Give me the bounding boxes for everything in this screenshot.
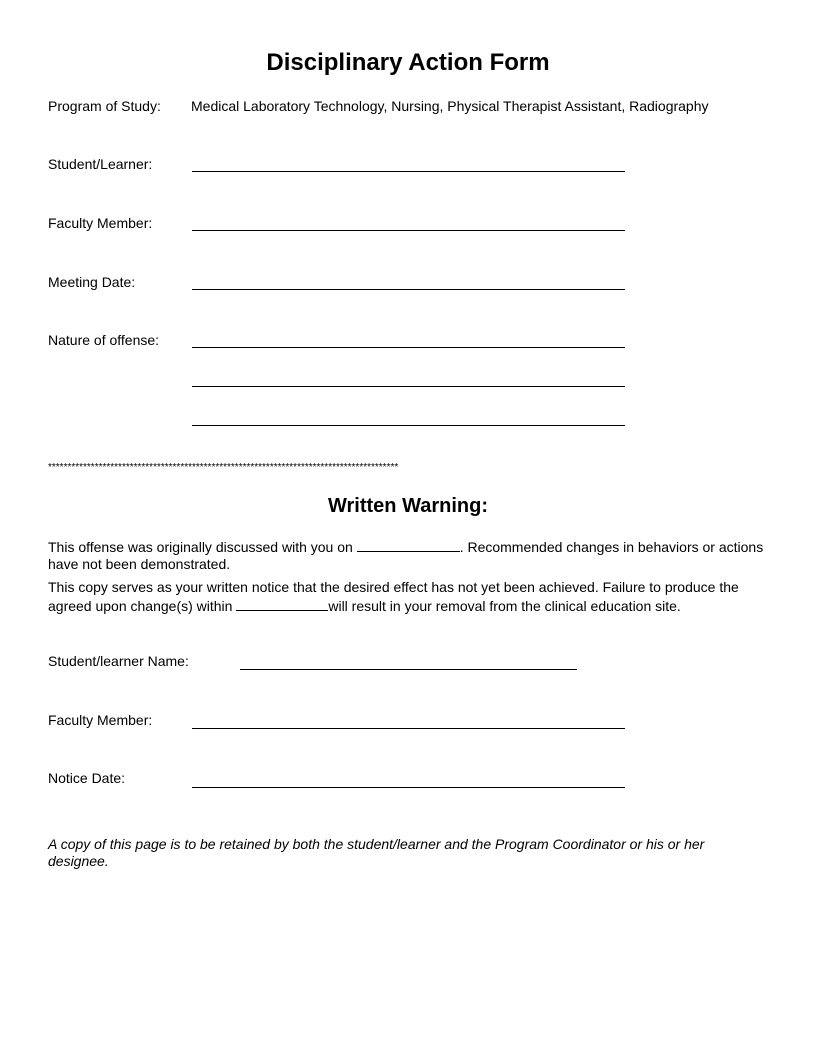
page-title: Disciplinary Action Form xyxy=(266,49,550,76)
change-period-blank[interactable] xyxy=(236,598,328,611)
faculty-label: Faculty Member: xyxy=(48,215,153,231)
warning-p2-after: will result in your removal from the clinical education site. xyxy=(328,598,681,614)
meeting-date-label: Meeting Date: xyxy=(48,274,136,290)
program-label: Program of Study: xyxy=(48,98,161,114)
student-name-field[interactable] xyxy=(240,669,577,670)
footer-note: A copy of this page is to be retained by both the student/learner and the Program Coordinator or his or her designee. xyxy=(48,836,705,869)
offense-label: Nature of offense: xyxy=(48,332,160,348)
discussed-date-blank[interactable] xyxy=(357,539,460,552)
warning-paragraph-2 xyxy=(48,578,768,616)
student-label: Student/Learner: xyxy=(48,156,153,172)
notice-date-label: Notice Date: xyxy=(48,770,126,786)
offense-field-3[interactable] xyxy=(192,425,625,426)
notice-faculty-label: Faculty Member: xyxy=(48,712,153,728)
offense-field-2[interactable] xyxy=(192,386,625,387)
meeting-date-field[interactable] xyxy=(192,289,625,290)
offense-field-1[interactable] xyxy=(192,347,625,348)
warning-paragraph-1 xyxy=(48,539,768,573)
warning-p1-after: . Recommended changes in behaviors or actions have not been demonstrated. xyxy=(48,539,764,572)
warning-p1-before: This offense was originally discussed with you on xyxy=(48,539,357,555)
program-value: Medical Laboratory Technology, Nursing, Physical Therapist Assistant, Radiography xyxy=(191,98,709,114)
student-field[interactable] xyxy=(192,171,625,172)
notice-faculty-field[interactable] xyxy=(192,728,625,729)
faculty-field[interactable] xyxy=(192,230,625,231)
student-name-label: Student/learner Name: xyxy=(48,653,189,669)
notice-date-field[interactable] xyxy=(192,787,625,788)
separator: ****************************************************************************************** xyxy=(48,462,399,473)
warning-heading: Written Warning: xyxy=(328,495,488,517)
warning-p2-before: This copy serves as your written notice that the desired effect has not yet been achieved. Failure to produce the agreed upon change(s) within xyxy=(48,579,739,614)
